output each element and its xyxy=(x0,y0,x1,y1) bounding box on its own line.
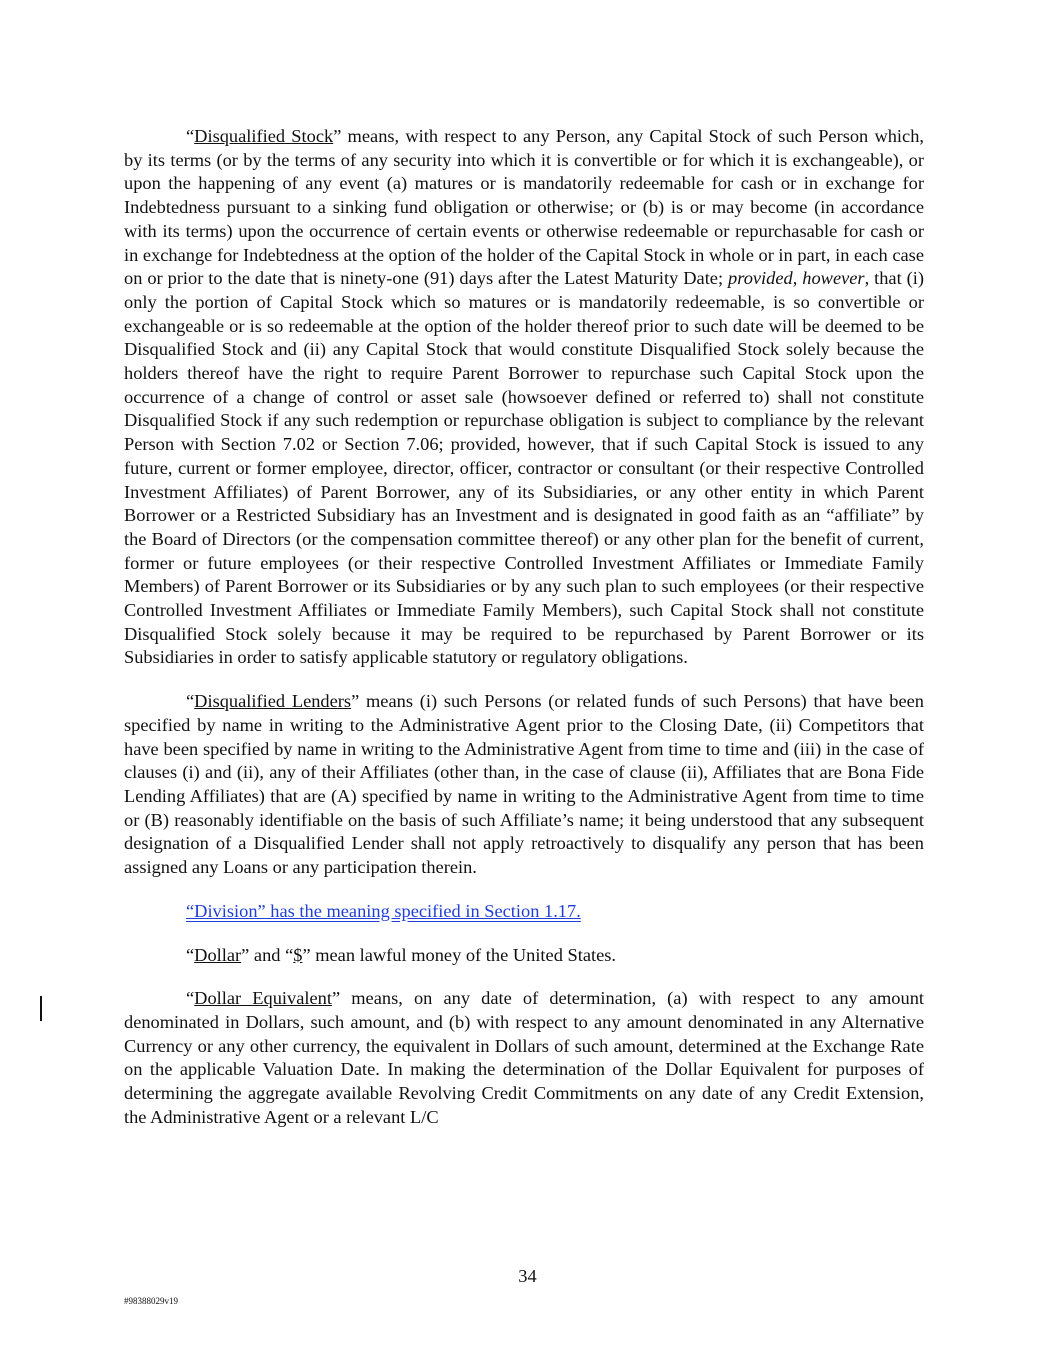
open-quote: “ xyxy=(186,691,195,712)
definition-text: mean lawful money of the United States. xyxy=(310,944,617,965)
italic-provided: provided xyxy=(728,268,793,289)
close-quote: ” xyxy=(331,988,341,1009)
defined-term: Dollar xyxy=(194,944,242,965)
open-quote: “ xyxy=(186,126,195,146)
defined-term-symbol: $ xyxy=(293,944,303,965)
quote-and-connector: ” and “ xyxy=(241,944,294,965)
inserted-revision-text: “Division” has the meaning specified in Section 1.17. xyxy=(186,900,581,921)
definition-division xyxy=(124,900,924,924)
italic-however: however xyxy=(802,268,865,289)
defined-term: Dollar Equivalent xyxy=(194,988,332,1009)
definition-text: means, on any date of determination, (a) with respect to any amount denominated in Dollars, such amount, and (b) with respect to any amount denominated in any Alternative Currency or any other currency, the equivalent in Dollars of such amount, determined at the Exchange Rate on the applicable Valuation Date. In making the determination of the Dollar Equivalent for purposes of determining the aggregate available Revolving Credit Commitments on any date of any Credit Extension, the Administrative Agent or a relevant L/C xyxy=(124,988,924,1127)
definition-text-continued: , that (i) only the portion of Capital Stock which so matures or is mandatorily redeemable, is so convertible or exchangeable or is so redeemable at the option of the holder thereof prior to such date will be deemed to be Disqualified Stock and (ii) any Capital Stock that would constitute Disqualified Stock solely because the holders thereof have the right to require Parent Borrower to repurchase such Capital Stock upon the occurrence of a change of control or asset sale (howsoever defined or referred to) shall not constitute Disqualified Stock if any such redemption or repurchase obligation is subject to compliance by the relevant Person with Section 7.02 or Section 7.06; provided, however, that if such Capital Stock is issued to any future, current or former employee, director, officer, contractor or consultant (or their respective Controlled Investment Affiliates) of Parent Borrower, any of its Subsidiaries, or any other entity in which Parent Borrower or a Restricted Subsidiary has an Investment and is designated in good faith as an “affiliate” by the Board of Directors (or the compensation committee thereof) or any other plan for the benefit of current, former or future employees (or their respective Controlled Investment Affiliates or Immediate Family Members) of Parent Borrower or its Subsidiaries or by any such plan to such employees (or their respective Controlled Investment Affiliates or Immediate Family Members), such Capital Stock shall not constitute Disqualified Stock solely because it may be required to be repurchased by Parent Borrower or its Subsidiaries in order to satisfy applicable statutory or regulatory obligations. xyxy=(124,268,925,668)
open-quote: “ xyxy=(186,988,195,1009)
open-quote: “ xyxy=(186,944,195,965)
definition-dollar-equivalent xyxy=(124,987,924,1129)
definition-disqualified-stock xyxy=(124,125,924,670)
close-quote: ” xyxy=(302,944,311,965)
revision-change-bar xyxy=(40,996,42,1021)
close-quote: ” xyxy=(333,126,342,146)
defined-term: Disqualified Lenders xyxy=(194,691,352,712)
comma: , xyxy=(792,268,803,289)
defined-term: Disqualified Stock xyxy=(194,126,334,146)
definition-dollar xyxy=(124,944,924,968)
document-id: #98388029v19 xyxy=(124,1296,178,1306)
definition-disqualified-lenders xyxy=(124,690,924,880)
page-number: 34 xyxy=(518,1266,537,1286)
document-body xyxy=(124,125,924,1149)
definition-text: means, with respect to any Person, any Capital Stock of such Person which, by its terms (or by the terms of any security into which it is convertible or for which it is exchangeable), or upon the happening of any event (a) matures or is mandatorily redeemable for cash or in exchange for Indebtedness pursuant to a sinking fund obligation or otherwise; or (b) is or may become (in accordance with its terms) upon the occurrence of certain events or otherwise redeemable or repurchasable for cash or in exchange for Indebtedness at the option of the holder of the Capital Stock in whole or in part, in each case on or prior to the date that is ninety-one (91) days after the Latest Maturity Date; xyxy=(124,126,924,289)
definition-text: means (i) such Persons (or related funds of such Persons) that have been specified by name in writing to the Administrative Agent prior to the Closing Date, (ii) Competitors that have been specified by name in writing to the Administrative Agent from time to time and (iii) in the case of clauses (i) and (ii), any of their Affiliates (other than, in the case of clause (ii), Affiliates that are Bona Fide Lending Affiliates) that are (A) specified by name in writing to the Administrative Agent from time to time or (B) reasonably identifiable on the basis of such Affiliate’s name; it being understood that any subsequent designation of a Disqualified Lender shall not apply retroactively to disqualify any person that has been assigned any Loans or any participation therein. xyxy=(124,691,924,878)
close-quote: ” xyxy=(351,691,360,712)
